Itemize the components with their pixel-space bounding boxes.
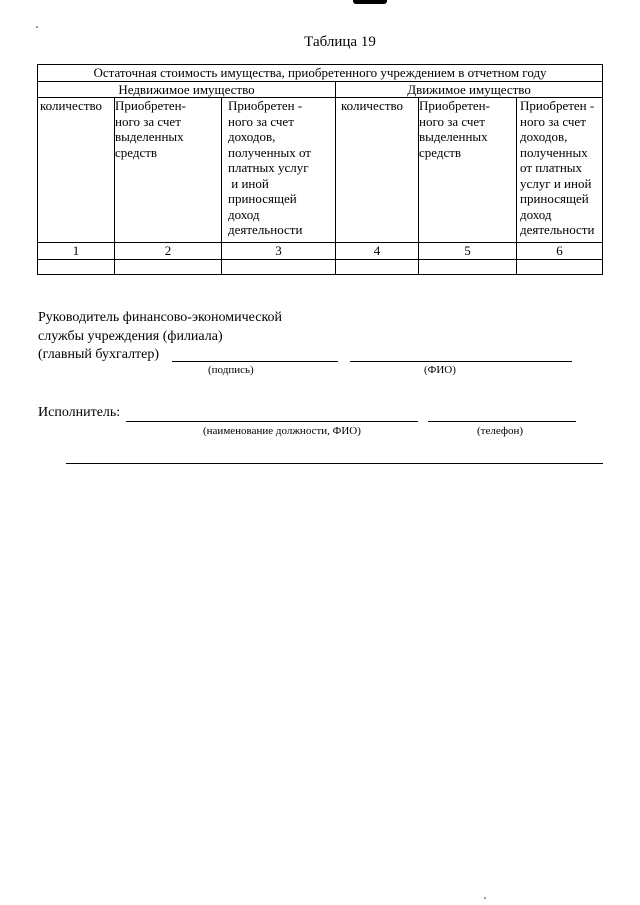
column-number: 3 [222,243,336,260]
head-label-line2: службы учреждения (филиала) [38,329,223,344]
table-title: Таблица 19 [304,34,376,50]
column-header-line: полученных от [228,144,311,160]
column-header-line: количество [341,98,404,113]
column-header-line: от платных [520,160,583,175]
column-header-1 [38,98,115,243]
data-cell[interactable] [336,259,419,274]
column-header-line: средств [419,144,462,160]
head-label-line1: Руководитель финансово-экономической [38,310,283,325]
column-header-line: доход [228,206,260,222]
executor-label: Исполнитель: [38,405,121,420]
fio-line[interactable] [350,361,572,362]
group-header-movable: Движимое имущество [336,81,603,98]
column-header-line: Приобретен- [115,98,186,113]
column-header-line: Приобретен - [228,98,303,113]
bottom-rule [66,463,603,464]
column-header-3 [222,98,336,243]
column-header-line: ного за счет [419,113,485,129]
column-number: 1 [38,243,115,260]
data-cell[interactable] [222,259,336,274]
column-header-line: Приобретен - [520,98,595,113]
column-header-line: выделенных [115,129,184,144]
column-header-line: услуг и иной [520,175,592,191]
column-header-5 [419,98,517,243]
column-number: 4 [336,243,419,260]
position-caption: (наименование должности, ФИО) [203,425,361,437]
fio-caption: (ФИО) [424,364,456,376]
column-number: 2 [115,243,222,260]
data-cell[interactable] [517,259,603,274]
column-header-line: Приобретен- [419,98,490,113]
column-header-line: ного за счет [520,113,586,129]
data-cell[interactable] [115,259,222,274]
head-label-line3: (главный бухгалтер) [38,347,160,362]
signature-line[interactable] [172,361,338,362]
column-header-2 [115,98,222,243]
scan-speck [484,897,486,899]
column-header-4 [336,98,419,243]
column-header-line: деятельности [520,222,595,237]
column-number: 6 [517,243,603,260]
data-cell[interactable] [38,259,115,274]
column-header-line: выделенных [419,129,488,144]
executor-position-line[interactable] [126,421,418,422]
scan-mark [353,0,387,4]
column-header-line: приносящей [520,191,589,206]
column-header-line: количество [40,98,103,113]
column-header-6 [517,98,603,243]
column-header-line: платных услуг [228,160,309,175]
phone-caption: (телефон) [477,425,524,437]
column-header-line: доходов, [520,129,568,144]
scan-speck [36,26,38,28]
column-header-line: приносящей [228,191,297,206]
column-header-line: доход [520,206,552,222]
column-header-line: и иной [228,175,269,191]
group-header-real-estate: Недвижимое имущество [38,81,336,98]
property-value-table [37,64,603,275]
column-number: 5 [419,243,517,260]
column-header-line: ного за счет [115,113,181,129]
signature-caption: (подпись) [208,364,254,376]
column-header-line: деятельности [228,222,303,237]
table-main-header: Остаточная стоимость имущества, приобретенного учреждением в отчетном году [38,65,603,82]
column-header-line: полученных [520,144,588,160]
column-header-line: ного за счет [228,113,294,129]
data-cell[interactable] [419,259,517,274]
phone-line[interactable] [428,421,576,422]
column-header-line: доходов, [228,129,276,144]
column-header-line: средств [115,144,158,160]
